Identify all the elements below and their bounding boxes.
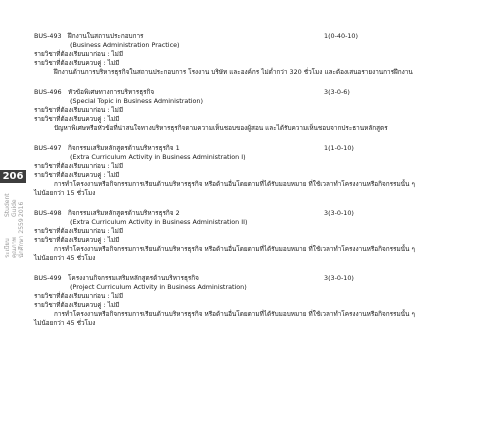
side-caption-english: Student Guide 2016 — [4, 193, 25, 218]
course-code: BUS-496 — [34, 88, 62, 96]
side-caption-thai: ระเบียบคุณภาพ นักศึกษา 2559 — [4, 218, 25, 258]
course-description-cont: ไม่น้อยกว่า 45 ชั่วโมง — [34, 319, 96, 327]
side-caption — [4, 188, 25, 258]
course-list — [34, 32, 474, 339]
course-description-cont: ไม่น้อยกว่า 45 ชั่วโมง — [34, 254, 96, 262]
course-description: ฝึกงานด้านการบริหารธุรกิจในสถานประกอบการ โรงงาน บริษัท และองค์กร ไม่ต่ำกว่า 320 ชั่วโมง และต้องเสนอรายงานการฝึกงาน — [54, 68, 413, 76]
corequisite: รายวิชาที่ต้องเรียนควบคู่ : ไม่มี — [34, 59, 120, 67]
course-code: BUS-499 — [34, 274, 62, 282]
course-credits: 3(3-0-6) — [324, 88, 350, 96]
course-title-english: (Extra Curriculum Activity in Business Administration I) — [70, 153, 246, 161]
page-number: 206 — [0, 170, 26, 183]
course-header — [34, 88, 474, 97]
course-title-thai: ฝึกงานในสถานประกอบการ — [68, 32, 144, 40]
course-description-cont: ไม่น้อยกว่า 15 ชั่วโมง — [34, 189, 96, 197]
prerequisite: รายวิชาที่ต้องเรียนมาก่อน : ไม่มี — [34, 106, 124, 114]
course-entry — [34, 144, 474, 198]
course-entry — [34, 88, 474, 133]
prerequisite: รายวิชาที่ต้องเรียนมาก่อน : ไม่มี — [34, 227, 124, 235]
course-entry — [34, 32, 474, 77]
course-title-thai: หัวข้อพิเศษทางการบริหารธุรกิจ — [68, 88, 155, 96]
course-code: BUS-493 — [34, 32, 62, 40]
course-title-thai: กิจกรรมเสริมหลักสูตรด้านบริหารธุรกิจ 2 — [68, 209, 180, 217]
corequisite: รายวิชาที่ต้องเรียนควบคู่ : ไม่มี — [34, 115, 120, 123]
course-code: BUS-498 — [34, 209, 62, 217]
course-entry — [34, 274, 474, 328]
course-description: การทำโครงงานหรือกิจกรรมการเรียนด้านบริหารธุรกิจ หรือด้านอื่นโดยตามที่ได้รับมอบหมาย ที่ใช้เวลาทำโครงงานหรือกิจกรรมนั้น ๆ — [54, 245, 415, 253]
course-header — [34, 144, 474, 153]
course-title-thai: โครงงานกิจกรรมเสริมหลักสูตรด้านบริหารธุรกิจ — [68, 274, 199, 282]
prerequisite: รายวิชาที่ต้องเรียนมาก่อน : ไม่มี — [34, 292, 124, 300]
course-credits: 1(1-0-10) — [324, 144, 354, 152]
prerequisite: รายวิชาที่ต้องเรียนมาก่อน : ไม่มี — [34, 162, 124, 170]
course-title-english: (Special Topic in Business Administration) — [70, 97, 203, 105]
course-header — [34, 209, 474, 218]
course-description: การทำโครงงานหรือกิจกรรมการเรียนด้านบริหารธุรกิจ หรือด้านอื่นโดยตามที่ได้รับมอบหมาย ที่ใช้เวลาทำโครงงานหรือกิจกรรมนั้น ๆ — [54, 310, 415, 318]
course-credits: 3(3-0-10) — [324, 274, 354, 282]
course-title-english: (Project Curriculum Activity in Business Administration) — [70, 283, 247, 291]
course-credits: 1(0-40-10) — [324, 32, 358, 40]
course-code: BUS-497 — [34, 144, 62, 152]
course-header — [34, 32, 474, 41]
prerequisite: รายวิชาที่ต้องเรียนมาก่อน : ไม่มี — [34, 50, 124, 58]
corequisite: รายวิชาที่ต้องเรียนควบคู่ : ไม่มี — [34, 236, 120, 244]
course-credits: 3(3-0-10) — [324, 209, 354, 217]
course-description: ปัญหาพิเศษหรือหัวข้อที่น่าสนใจทางบริหารธุรกิจตามความเห็นชอบของผู้สอน และได้รับความเห็นชอบจากประธานหลักสูตร — [54, 124, 388, 132]
corequisite: รายวิชาที่ต้องเรียนควบคู่ : ไม่มี — [34, 171, 120, 179]
course-header — [34, 274, 474, 283]
course-title-thai: กิจกรรมเสริมหลักสูตรด้านบริหารธุรกิจ 1 — [68, 144, 180, 152]
course-title-english: (Business Administration Practice) — [70, 41, 180, 49]
course-description: การทำโครงงานหรือกิจกรรมการเรียนด้านบริหารธุรกิจ หรือด้านอื่นโดยตามที่ได้รับมอบหมาย ที่ใช้เวลาทำโครงงานหรือกิจกรรมนั้น ๆ — [54, 180, 415, 188]
course-title-english: (Extra Curriculum Activity in Business Administration II) — [70, 218, 248, 226]
course-entry — [34, 209, 474, 263]
corequisite: รายวิชาที่ต้องเรียนควบคู่ : ไม่มี — [34, 301, 120, 309]
